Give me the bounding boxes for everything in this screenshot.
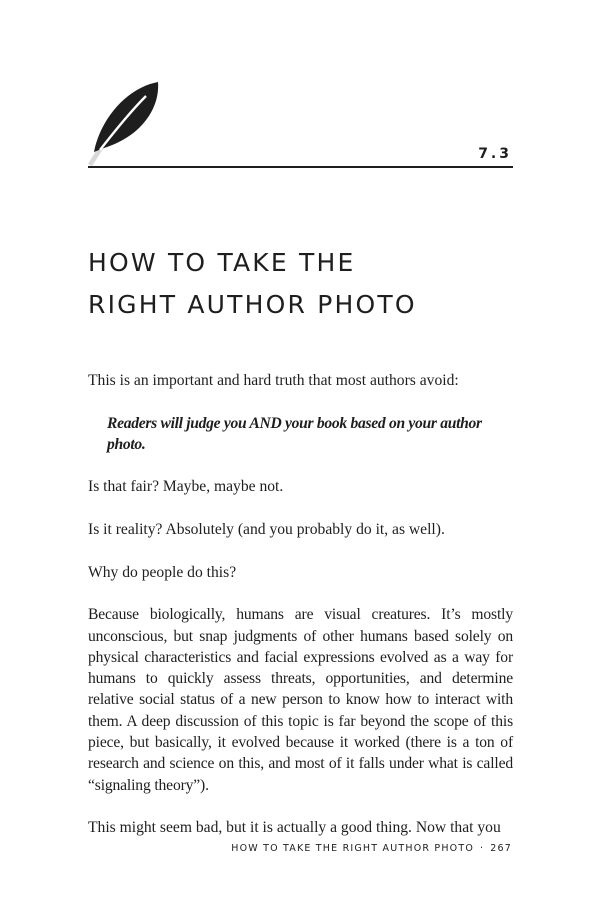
feather-icon — [86, 80, 162, 168]
running-head: HOW TO TAKE THE RIGHT AUTHOR PHOTO — [231, 843, 475, 854]
chapter-title-line-2: RIGHT AUTHOR PHOTO — [88, 290, 417, 319]
emphasized-quote: Readers will judge you AND your book based on your author photo. — [107, 414, 482, 453]
header-rule — [88, 166, 513, 168]
chapter-title — [88, 242, 528, 326]
paragraph: This is an important and hard truth that most authors avoid: — [88, 372, 459, 389]
paragraph: Why do people do this? — [88, 563, 237, 581]
paragraph: Is that fair? Maybe, maybe not. — [88, 478, 284, 496]
footer-separator: · — [480, 843, 485, 854]
page-number: 267 — [490, 843, 512, 854]
paragraph: This might seem bad, but it is actually a good thing. Now that you — [88, 819, 501, 837]
chapter-title-line-1: HOW TO TAKE THE — [88, 248, 356, 277]
section-number: 7.3 — [478, 146, 512, 162]
paragraph: Is it reality? Absolutely (and you probably do it, as well). — [88, 521, 445, 539]
page-footer — [231, 843, 512, 854]
body-text — [88, 370, 513, 860]
paragraph: Because biologically, humans are visual creatures. It’s mostly unconscious, but snap judgments of other humans based solely on physical characteristics and facial expressions evolved as a way for humans to quickly assess threats, opportunities, and determine relative social status of a new person to know how to interact with them. A deep discussion of this topic is far beyond the scope of this piece, but basically, it evolved because it worked (there is a ton of research and science on this, and most of it falls under what is called “signaling theory”). — [88, 606, 513, 794]
